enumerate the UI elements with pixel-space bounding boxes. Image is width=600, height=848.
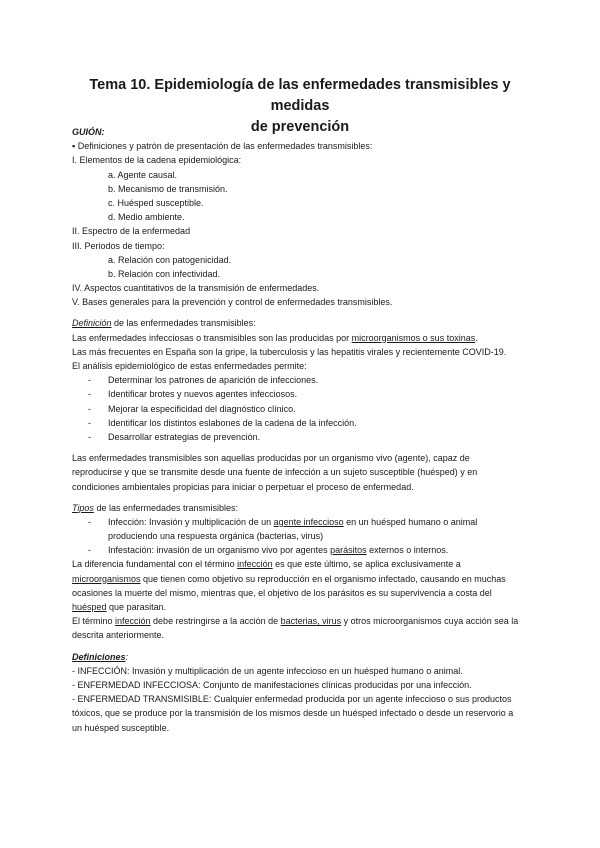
tipos-termino-line: descrita anteriormente.: [72, 630, 165, 641]
tipos-termino-line: El término infección debe restringirse a la acción de bacterias, virus y otros microorganismos cuya acción sea la: [72, 616, 519, 627]
guion-s3-item: b. Relación con infectividad.: [108, 268, 221, 279]
definicion-para-line: condiciones ambientales propicias para iniciar o perpetuar el proceso de enfermedad.: [72, 481, 414, 492]
tipos-item-infeccion: - Infección: Invasión y multiplicación de un agente infeccioso en un huésped humano o animal: [88, 516, 478, 527]
list-item: - Identificar los distintos eslabones de la cadena de la infección.: [88, 417, 357, 428]
guion-s1-item: b. Mecanismo de transmisión.: [108, 183, 228, 194]
tipos-diferencia-line: huésped que parasitan.: [72, 602, 167, 612]
tipos-diferencia-line: ocasiones la muerte del mismo, mientras que, el objetivo de los parásitos es su supervivencia a costa del: [72, 587, 492, 598]
definiciones-line: tóxicos, que se produce por la transmisión de los mismos desde un huésped infectado o desde un reservorio a: [72, 708, 514, 719]
tipos-heading: Tipos de las enfermedades transmisibles:: [72, 502, 239, 513]
definiciones-line: - ENFERMEDAD INFECCIOSA: Conjunto de manifestaciones clínicas producidas por una infección.: [72, 679, 472, 690]
guion-intro: ▪ Definiciones y patrón de presentación de las enfermedades transmisibles:: [72, 141, 373, 152]
definicion-paragraph-1: Las enfermedades infecciosas o transmisibles son las producidas por microorganismos o sus toxinas.: [72, 332, 478, 343]
list-item: - Mejorar la especificidad del diagnóstico clínico.: [88, 403, 296, 414]
guion-section-4: IV. Aspectos cuantitativos de la transmisión de enfermedades.: [72, 283, 320, 294]
list-item: - Desarrollar estrategias de prevención.: [88, 431, 261, 442]
guion-section-1: I. Elementos de la cadena epidemiológica:: [72, 155, 242, 166]
guion-s1-item: d. Medio ambiente.: [108, 212, 185, 223]
tipos-item-infestacion: - Infestación: invasión de un organismo vivo por agentes parásitos externos o internos.: [88, 545, 449, 556]
tipos-diferencia-line: La diferencia fundamental con el término infección es que este último, se aplica exclusivamente a: [72, 559, 461, 570]
title-line-2: de prevención: [250, 119, 350, 135]
definicion-heading: Definición de las enfermedades transmisibles:: [72, 318, 256, 329]
definiciones-line: - ENFERMEDAD TRANSMISIBLE: Cualquier enfermedad producida por un agente infeccioso o sus productos: [72, 694, 512, 705]
guion-s1-item: a. Agente causal.: [108, 169, 178, 180]
guion-section-3: III. Periodos de tiempo:: [72, 240, 165, 251]
guion-section-2: II. Espectro de la enfermedad: [72, 226, 191, 237]
definiciones-line: un huésped susceptible.: [72, 722, 170, 733]
list-item: - Determinar los patrones de aparición de infecciones.: [88, 375, 319, 386]
definiciones-line: - INFECCIÓN: Invasión y multiplicación de un agente infeccioso en un huésped humano o animal.: [72, 665, 463, 676]
definicion-paragraph-2: Las más frecuentes en España son la gripe, la tuberculosis y las hepatitis virales y recientemente COVID-19.: [72, 346, 507, 357]
definicion-para-line: reproducirse y que se transmite desde una fuente de infección a un sujeto susceptible (huésped) y en: [72, 467, 478, 478]
definicion-paragraph-3: El análisis epidemiológico de estas enfermedades permite:: [72, 361, 307, 371]
tipos-diferencia-line: microorganismos que tienen como objetivo su reproducción en el organismo infectado, causando en muchas: [72, 573, 506, 584]
title-line-1: Tema 10. Epidemiología de las enfermedades transmisibles y medidas: [89, 77, 511, 114]
guion-s3-item: a. Relación con patogenicidad.: [108, 254, 232, 265]
definicion-para-line: Las enfermedades transmisibles son aquellas producidas por un organismo vivo (agente), capaz de: [72, 453, 470, 464]
document-body: [72, 125, 542, 735]
definiciones-heading: Definiciones:: [72, 651, 129, 662]
list-item: - Identificar brotes y nuevos agentes infecciosos.: [88, 389, 298, 400]
tipos-item-infeccion-cont: produciendo una respuesta orgánica (bacterias, virus): [108, 531, 324, 542]
guion-s1-item: c. Huésped susceptible.: [108, 197, 204, 208]
guion-heading: GUIÓN:: [72, 127, 105, 137]
guion-section-5: V. Bases generales para la prevención y control de enfermedades transmisibles.: [72, 297, 393, 308]
